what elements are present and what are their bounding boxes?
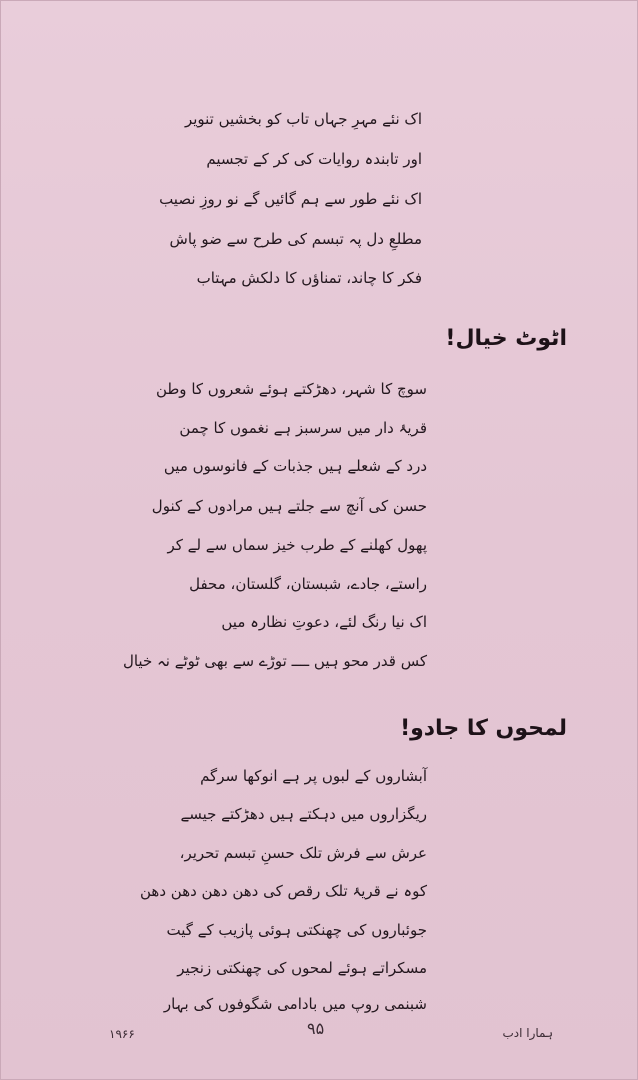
verse-line: راستے، جادے، شبستان، گلستان، محفل xyxy=(189,575,427,593)
verse-line: قریۂ دار میں سرسبز ہے نغموں کا چمن xyxy=(179,419,427,437)
page-number: ۹۵ xyxy=(307,1019,325,1038)
verse-line: درد کے شعلے ہیں جذبات کے فانوسوں میں xyxy=(163,457,427,475)
verse-line: اک نیا رنگ لئے، دعوتِ نظارہ میں xyxy=(221,613,427,631)
verse-line: سوچ کا شہر، دھڑکتے ہوئے شعروں کا وطن xyxy=(155,380,427,398)
verse-line: جوئباروں کی چھنکتی ہوئی پازیب کے گیت xyxy=(166,921,427,939)
verse-line: حسن کی آنچ سے جلتے ہیں مرادوں کے کنول xyxy=(151,497,427,515)
poem-title: لمحوں کا جادو! xyxy=(400,716,567,741)
footer-year: ۱۹۶۶ xyxy=(109,1027,135,1041)
poem-title: اٹوٹ خیال! xyxy=(445,326,567,351)
verse-line: کس قدر محو ہیں ــــ توڑے سے بھی ٹوٹے نہ خیال xyxy=(122,652,427,670)
verse-line: فکر کا چاند، تمناؤں کا دلکش مہتاب xyxy=(196,269,422,287)
verse-line: آبشاروں کے لبوں پر ہے انوکھا سرگم xyxy=(200,767,427,785)
verse-line: مسکراتے ہوئے لمحوں کی چھنکتی زنجیر xyxy=(177,959,427,977)
verse-line: مطلعِ دل پہ تبسم کی طرح سے ضو پاش xyxy=(169,230,422,248)
verse-line: پھول کھلنے کے طرب خیز سماں سے لے کر xyxy=(167,536,427,554)
verse-line: اک نئے مہرِ جہاں تاب کو بخشیں تنویر xyxy=(184,110,422,128)
verse-line: ریگزاروں میں دہکتے ہیں دھڑکتے جیسے xyxy=(180,805,427,823)
verse-line: اک نئے طور سے ہم گائیں گے نو روزِ نصیب xyxy=(159,190,422,208)
verse-line: اور تابندہ روایات کی کر کے تجسیم xyxy=(206,150,422,168)
verse-line: شبنمی روپ میں بادامی شگوفوں کی بہار xyxy=(163,995,427,1013)
verse-line: کوہ نے قریۂ تلک رقص کی دھن دھن دھن دھن xyxy=(140,882,427,900)
footer-magazine-name: ہمارا ادب xyxy=(502,1026,553,1040)
verse-line: عرش سے فرش تلک حسنِ تبسم تحریر، xyxy=(179,844,427,862)
